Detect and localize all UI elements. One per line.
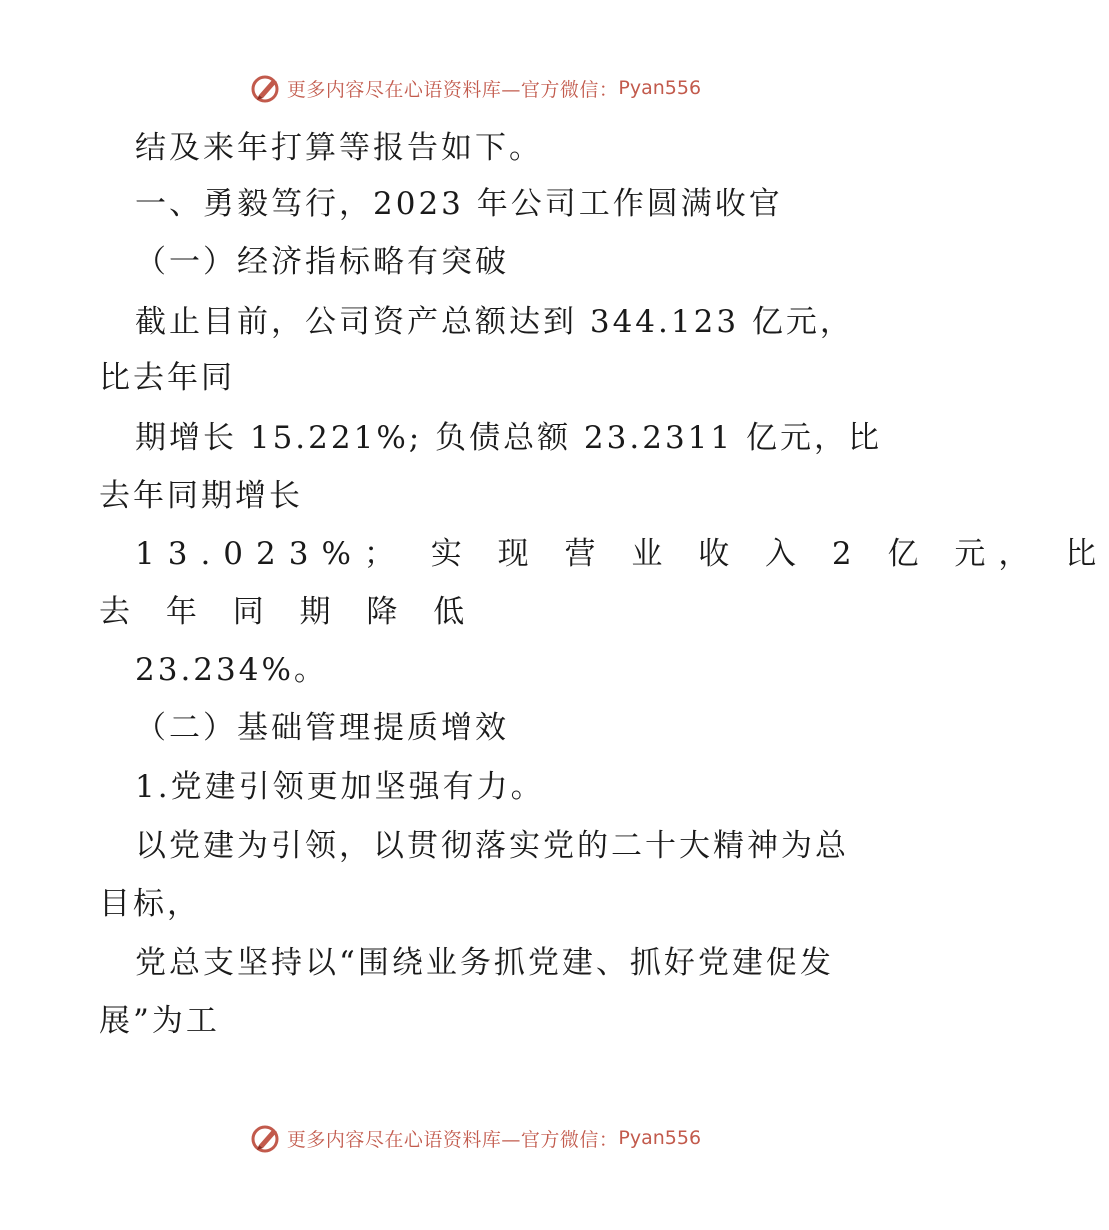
text-line: 展”为工: [99, 1003, 220, 1039]
text-line: 去年同期增长: [99, 478, 303, 514]
text-line: 期增长 15.221%; 负债总额 23.2311 亿元，比: [135, 420, 882, 456]
text-line: 目标，: [99, 886, 201, 922]
watermark-id: Pyan556: [618, 77, 702, 99]
text-line: 党总支坚持以“围绕业务抓党建、抓好党建促发: [135, 945, 834, 981]
text-line: 比去年同: [99, 360, 235, 396]
pen-logo-icon: [249, 1121, 283, 1155]
watermark-text: 更多内容尽在心语资料库—官方微信：: [286, 1128, 619, 1151]
text-line: 结及来年打算等报告如下。: [135, 130, 543, 166]
text-line: 13.023%； 实 现 营 业 收 入 2 亿 元， 比: [135, 536, 1109, 572]
watermark-banner-bottom: [0, 1118, 950, 1158]
subsection-heading: （二）基础管理提质增效: [135, 710, 509, 746]
text-line: 1.党建引领更加坚强有力。: [135, 769, 545, 805]
watermark-banner-top: [0, 68, 950, 108]
section-heading: 一、勇毅笃行，2023 年公司工作圆满收官: [135, 186, 783, 222]
pen-logo-icon: [249, 71, 283, 105]
text-line: 23.234%。: [135, 652, 328, 688]
subsection-heading: （一）经济指标略有突破: [135, 244, 509, 280]
watermark-id: Pyan556: [618, 1127, 702, 1149]
text-line: 去 年 同 期 降 低: [99, 594, 478, 630]
text-line: 截止目前，公司资产总额达到 344.123 亿元，: [135, 304, 854, 340]
watermark-text: 更多内容尽在心语资料库—官方微信：: [286, 78, 619, 101]
text-line: 以党建为引领，以贯彻落实党的二十大精神为总: [135, 828, 849, 864]
